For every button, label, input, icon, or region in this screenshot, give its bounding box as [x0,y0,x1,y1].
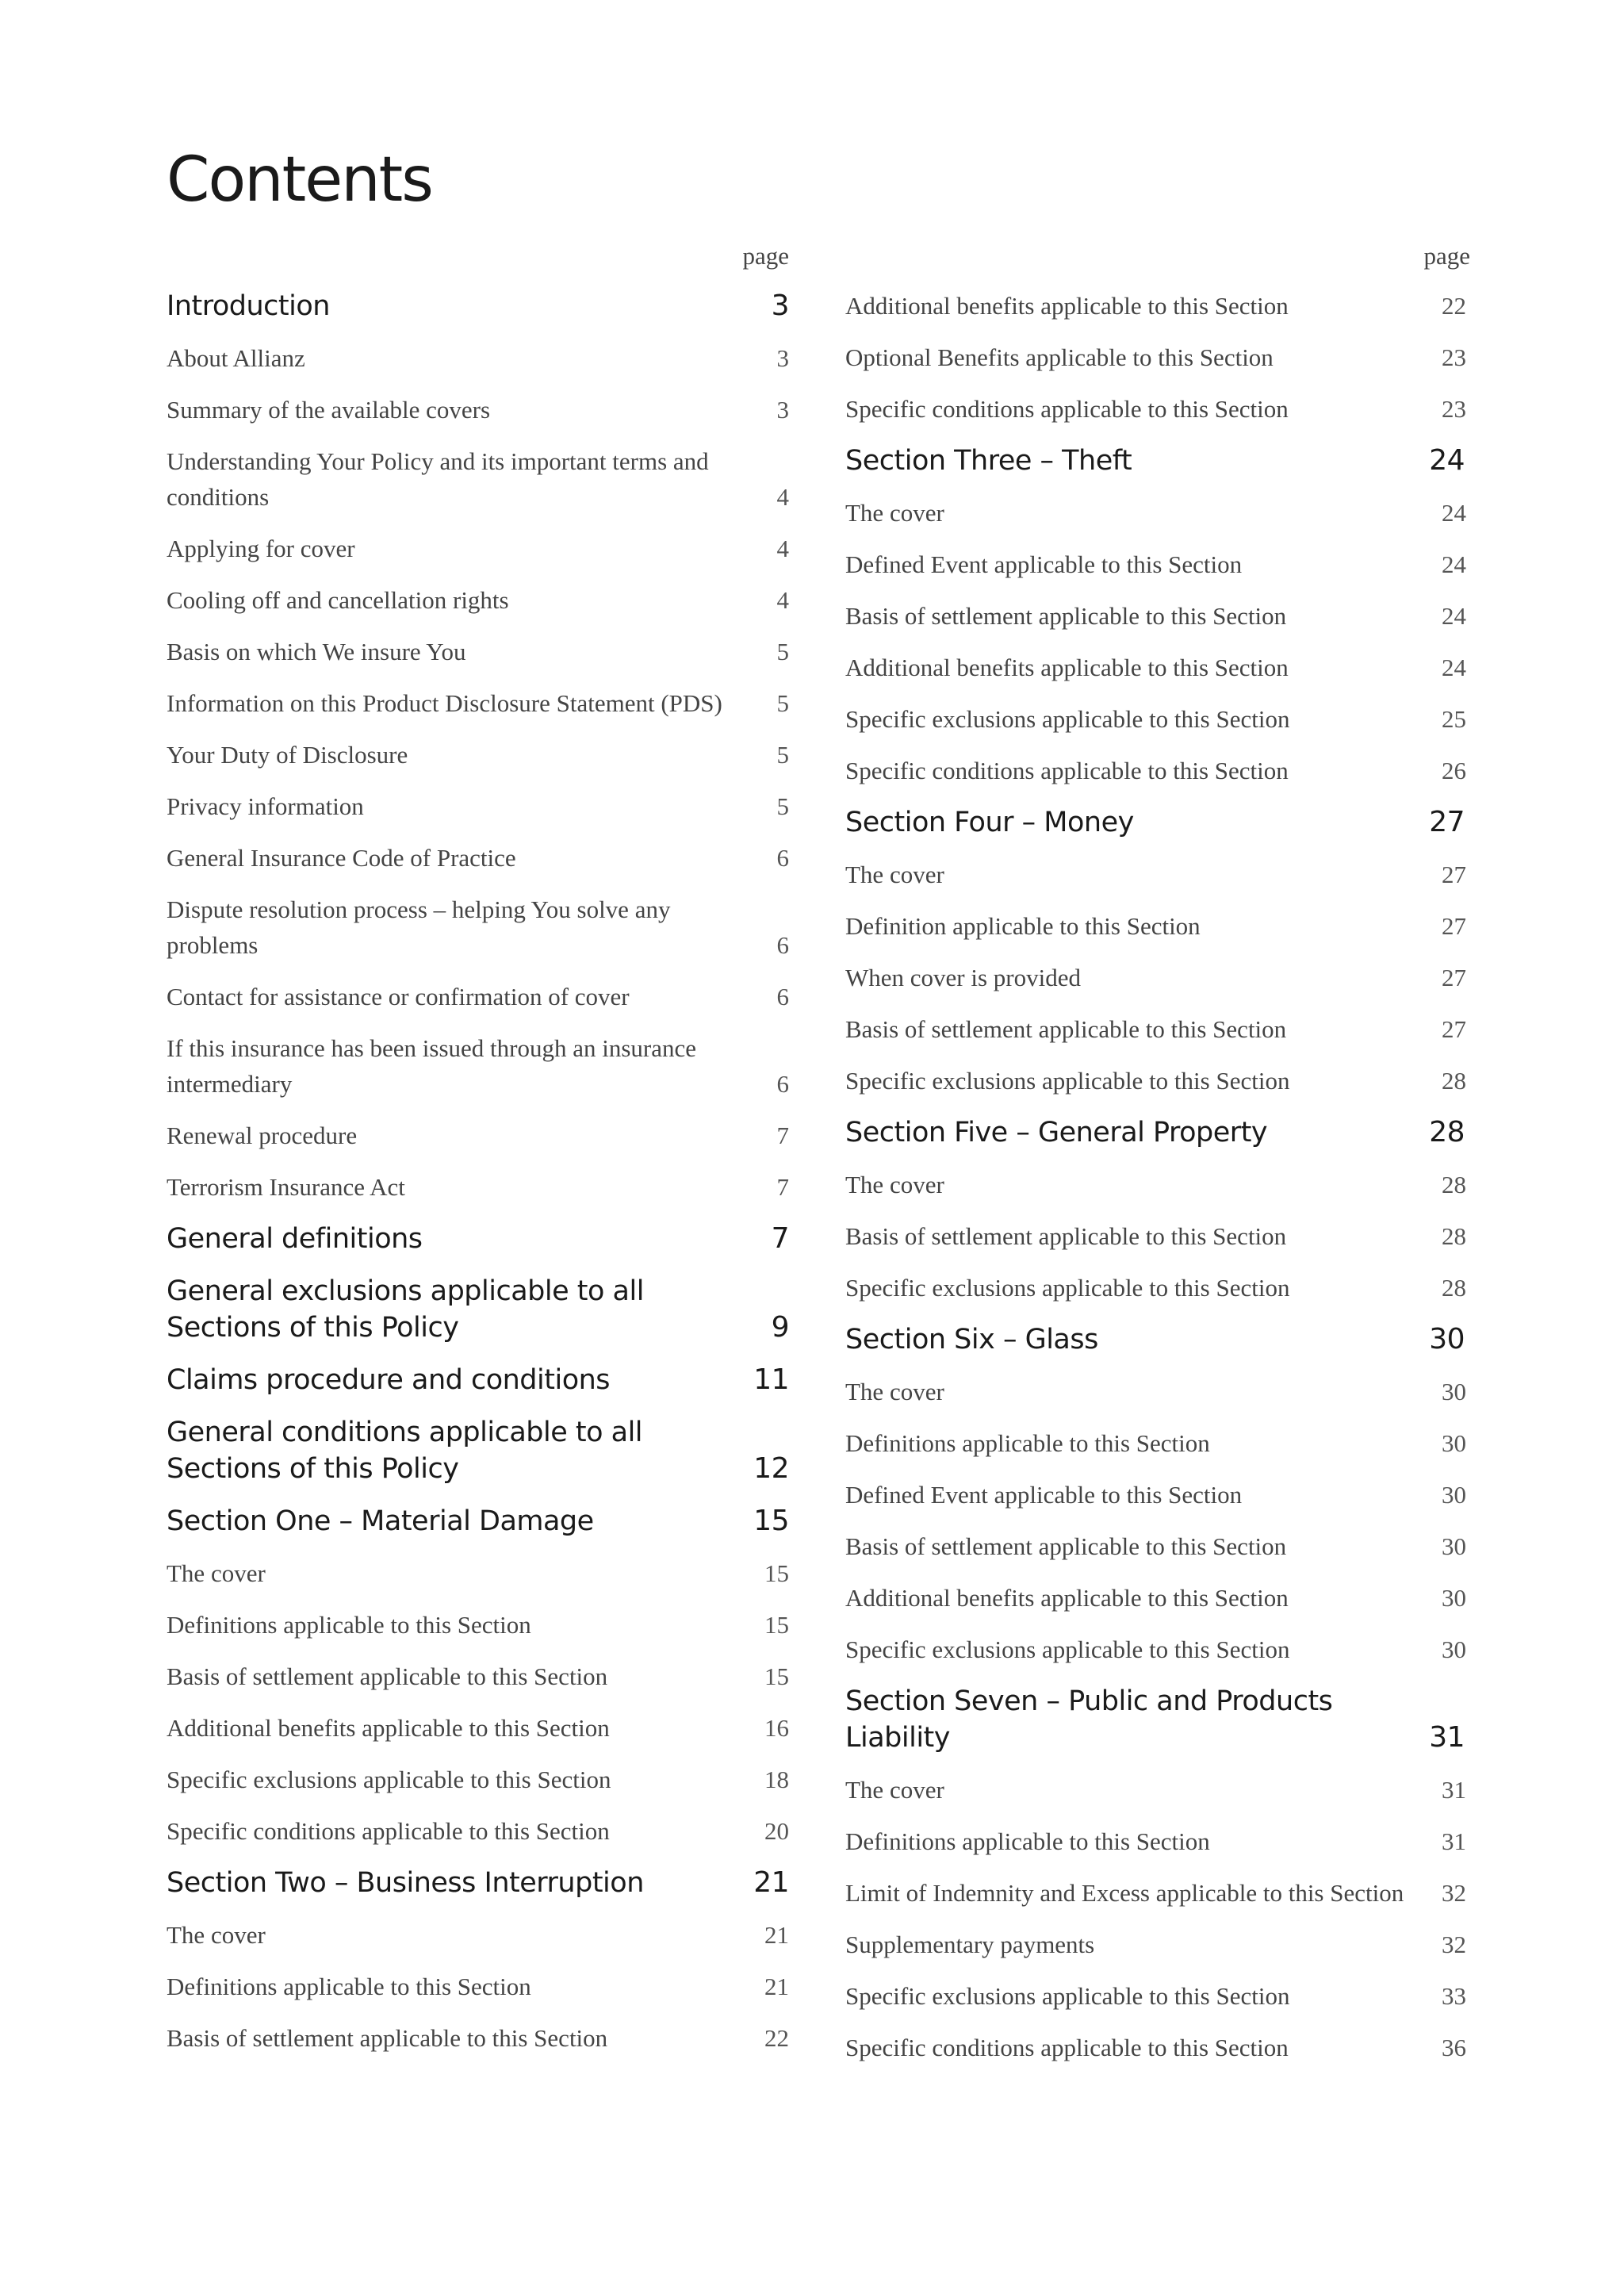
toc-entry-title: Definition applicable to this Section [845,912,1201,940]
toc-entry-title: The cover [845,499,944,527]
toc-heading-entry[interactable] [167,1362,789,1398]
toc-entry-page: 32 [1442,1931,1466,1958]
toc-entry-page: 5 [776,689,789,717]
toc-entry-title: The cover [167,1559,266,1587]
toc-heading-entry[interactable] [845,443,1466,479]
toc-entry[interactable] [845,753,1466,788]
toc-entry-page: 28 [1442,1222,1466,1250]
toc-entry-title: General conditions applicable to all Sections of this Policy [167,1417,643,1485]
toc-entry-title: Dispute resolution process – helping You solve any problems [167,895,671,959]
toc-entry-page: 28 [1442,1067,1466,1095]
toc-entry[interactable] [845,495,1466,531]
toc-entry-title: Basis of settlement applicable to this Section [845,602,1287,630]
toc-entry[interactable] [845,1063,1466,1099]
toc-heading-entry[interactable] [845,804,1466,841]
toc-entry-title: General exclusions applicable to all Sections of this Policy [167,1275,644,1344]
toc-entry-title: Supplementary payments [845,1931,1095,1958]
toc-entry-title: Basis of settlement applicable to this Section [845,1015,1287,1043]
toc-entry[interactable] [167,1169,789,1205]
toc-entry-page: 15 [764,1611,789,1639]
toc-entry-title: Section Seven – Public and Products Liability [845,1685,1333,1754]
toc-entry-title: Definitions applicable to this Section [167,1973,531,2000]
toc-entry-title: Basis on which We insure You [167,638,466,665]
toc-entry[interactable] [167,1917,789,1953]
toc-entry-title: Specific conditions applicable to this Section [167,1817,610,1845]
toc-entry[interactable] [167,1969,789,2004]
toc-entry-title: Basis of settlement applicable to this Section [167,1662,608,1690]
toc-entry[interactable] [167,1813,789,1849]
toc-entry-page: 9 [771,1311,789,1344]
toc-entry[interactable] [167,1607,789,1643]
toc-entry-page: 28 [1442,1171,1466,1198]
toc-entry-title: Your Duty of Disclosure [167,741,408,769]
toc-entry-page: 4 [776,483,789,511]
toc-entry-page: 30 [1442,1481,1466,1509]
toc-entry[interactable] [845,1167,1466,1202]
toc-entry-title: Definitions applicable to this Section [845,1827,1210,1855]
toc-entry[interactable] [167,1555,789,1591]
toc-entry-title: Basis of settlement applicable to this Section [167,2024,608,2052]
toc-entry-page: 15 [764,1662,789,1690]
toc-heading-entry[interactable] [845,1114,1466,1151]
toc-entry-title: Additional benefits applicable to this Section [845,654,1289,681]
toc-entry-page: 24 [1442,654,1466,681]
toc-entry-page: 15 [764,1559,789,1587]
toc-entry-page: 22 [764,2024,789,2052]
toc-entry[interactable] [167,443,789,515]
toc-entry-title: About Allianz [167,344,305,372]
toc-entry-title: Optional Benefits applicable to this Section [845,343,1274,371]
toc-entry[interactable] [845,908,1466,944]
toc-entry[interactable] [167,1710,789,1746]
toc-entry-page: 3 [771,290,789,322]
toc-heading-entry[interactable] [167,1865,789,1901]
toc-entry-page: 21 [753,1866,789,1899]
toc-heading-entry[interactable] [167,1414,789,1487]
toc-entry-title: Specific exclusions applicable to this Section [167,1766,611,1793]
toc-entry-page: 27 [1442,964,1466,991]
toc-entry[interactable] [845,339,1466,375]
toc-entry[interactable] [167,685,789,721]
toc-entry-page: 31 [1442,1827,1466,1855]
toc-entry-page: 3 [776,396,789,424]
toc-entry-title: Defined Event applicable to this Section [845,1481,1243,1509]
toc-entry-page: 24 [1429,444,1465,477]
toc-entry-title: General Insurance Code of Practice [167,844,516,872]
toc-entry-title: Information on this Product Disclosure Statement (PDS) [167,689,722,717]
toc-entry[interactable] [845,1425,1466,1461]
toc-entry[interactable] [167,892,789,963]
toc-entry-title: Applying for cover [167,535,355,562]
toc-entry-page: 7 [776,1122,789,1149]
toc-entry-page: 20 [764,1817,789,1845]
toc-entry-page: 28 [1429,1116,1465,1148]
toc-entry[interactable] [845,1580,1466,1616]
toc-entry-page: 11 [753,1363,789,1396]
toc-entry[interactable] [167,979,789,1014]
toc-entry-title: Additional benefits applicable to this Section [845,1584,1289,1612]
toc-entry-title: Introduction [167,290,330,322]
toc-entry-title: Specific conditions applicable to this Section [845,757,1289,784]
toc-entry[interactable] [845,650,1466,685]
toc-entry[interactable] [845,1270,1466,1306]
toc-entry-title: Basis of settlement applicable to this Section [845,1532,1287,1560]
toc-entry[interactable] [167,582,789,618]
toc-entry-page: 33 [1442,1982,1466,2010]
toc-entry[interactable] [167,788,789,824]
toc-entry[interactable] [845,288,1466,324]
toc-entry-title: Specific conditions applicable to this Section [845,2034,1289,2061]
toc-entry-page: 31 [1429,1721,1465,1754]
toc-entry-page: 21 [764,1921,789,1949]
toc-entry-page: 25 [1442,705,1466,733]
toc-entry-page: 6 [776,1070,789,1098]
toc-entry-title: Specific exclusions applicable to this Section [845,1982,1290,2010]
toc-entry-title: When cover is provided [845,964,1081,991]
toc-entry[interactable] [167,737,789,773]
toc-heading-entry[interactable] [167,288,789,324]
toc-entry-title: Summary of the available covers [167,396,491,424]
toc-entry-page: 3 [776,344,789,372]
toc-entry-title: Limit of Indemnity and Excess applicable to this Section [845,1879,1404,1907]
toc-entry-page: 30 [1442,1635,1466,1663]
toc-entry-page: 24 [1442,499,1466,527]
toc-entry[interactable] [167,1030,789,1102]
toc-entry-page: 16 [764,1714,789,1742]
toc-entry-title: The cover [167,1921,266,1949]
toc-entry-page: 24 [1442,602,1466,630]
toc-entry-page: 21 [764,1973,789,2000]
toc-entry-title: General definitions [167,1223,423,1255]
toc-entry-page: 5 [776,741,789,769]
page-column-label: page [742,242,789,270]
toc-entry[interactable] [845,857,1466,892]
toc-entry-page: 6 [776,931,789,959]
toc-heading-entry[interactable] [167,1221,789,1257]
toc-entry-page: 4 [776,586,789,614]
toc-entry[interactable] [845,1374,1466,1409]
page-column-label: page [1423,242,1470,270]
toc-entry-title: Definitions applicable to this Section [167,1611,531,1639]
toc-entry-page: 15 [753,1505,789,1537]
toc-entry[interactable] [845,1011,1466,1047]
toc-entry-page: 23 [1442,343,1466,371]
toc-entry-title: Specific exclusions applicable to this Section [845,705,1290,733]
toc-entry-page: 31 [1442,1776,1466,1804]
toc-list-right [845,288,1466,2081]
toc-entry[interactable] [845,1927,1466,1962]
toc-entry[interactable] [167,1118,789,1153]
toc-entry-title: Section Three – Theft [845,445,1132,477]
toc-heading-entry[interactable] [167,1503,789,1540]
toc-entry-title: Additional benefits applicable to this Section [845,292,1289,320]
toc-entry-title: Cooling off and cancellation rights [167,586,509,614]
toc-entry-title: Defined Event applicable to this Section [845,550,1243,578]
toc-entry[interactable] [845,1823,1466,1859]
toc-entry-title: Specific exclusions applicable to this Section [845,1067,1290,1095]
toc-heading-entry[interactable] [845,1683,1466,1756]
toc-entry[interactable] [845,1528,1466,1564]
toc-entry-page: 4 [776,535,789,562]
toc-entry-title: Privacy information [167,792,364,820]
toc-entry-page: 36 [1442,2034,1466,2061]
toc-entry[interactable] [845,701,1466,737]
toc-entry[interactable] [167,340,789,376]
toc-entry-page: 30 [1442,1378,1466,1405]
toc-entry-page: 28 [1442,1274,1466,1302]
toc-entry-title: Renewal procedure [167,1122,358,1149]
toc-entry-title: Section Four – Money [845,807,1134,838]
toc-entry-title: Section Five – General Property [845,1117,1268,1148]
toc-entry-title: The cover [845,1776,944,1804]
toc-entry[interactable] [845,960,1466,995]
toc-entry[interactable] [167,392,789,428]
page-title: Contents [167,144,432,216]
toc-entry[interactable] [167,2020,789,2056]
toc-entry[interactable] [845,391,1466,427]
toc-entry-page: 30 [1442,1429,1466,1457]
toc-entry[interactable] [845,1632,1466,1667]
toc-heading-entry[interactable] [845,1321,1466,1358]
toc-entry-title: Section One – Material Damage [167,1505,594,1537]
toc-entry-page: 26 [1442,757,1466,784]
toc-entry[interactable] [167,634,789,669]
toc-entry-page: 6 [776,983,789,1010]
toc-heading-entry[interactable] [167,1273,789,1346]
toc-entry-title: Specific conditions applicable to this Section [845,395,1289,423]
toc-entry[interactable] [845,1477,1466,1513]
toc-entry[interactable] [845,1978,1466,2014]
toc-entry-title: Claims procedure and conditions [167,1364,611,1396]
toc-entry[interactable] [845,546,1466,582]
toc-entry-page: 27 [1442,912,1466,940]
toc-entry-page: 5 [776,792,789,820]
toc-entry-page: 27 [1442,1015,1466,1043]
toc-entry-title: Section Two – Business Interruption [167,1867,644,1899]
toc-entry-page: 6 [776,844,789,872]
toc-entry-title: If this insurance has been issued through an insurance intermediary [167,1034,697,1098]
toc-entry-title: Specific exclusions applicable to this Section [845,1635,1290,1663]
toc-entry-page: 23 [1442,395,1466,423]
toc-entry-page: 32 [1442,1879,1466,1907]
toc-entry-page: 30 [1442,1584,1466,1612]
toc-entry-page: 18 [764,1766,789,1793]
toc-entry-title: The cover [845,1378,944,1405]
toc-entry[interactable] [167,1658,789,1694]
toc-list-left [167,288,789,2072]
toc-entry-title: The cover [845,861,944,888]
toc-entry-page: 12 [753,1452,789,1485]
toc-entry-page: 30 [1442,1532,1466,1560]
toc-entry-page: 5 [776,638,789,665]
toc-entry[interactable] [167,531,789,566]
toc-entry-title: Section Six – Glass [845,1324,1098,1355]
toc-entry-title: Additional benefits applicable to this Section [167,1714,610,1742]
toc-entry[interactable] [845,1218,1466,1254]
toc-entry[interactable] [845,2030,1466,2065]
toc-entry-title: Contact for assistance or confirmation of cover [167,983,630,1010]
toc-entry-page: 27 [1442,861,1466,888]
toc-entry[interactable] [845,598,1466,634]
toc-entry[interactable] [845,1875,1466,1911]
toc-entry-page: 7 [776,1173,789,1201]
toc-entry[interactable] [845,1772,1466,1808]
toc-entry-title: Definitions applicable to this Section [845,1429,1210,1457]
toc-entry-page: 30 [1429,1323,1465,1355]
toc-entry-title: Understanding Your Policy and its important terms and conditions [167,447,709,511]
toc-entry[interactable] [167,840,789,876]
toc-entry-page: 7 [771,1222,789,1255]
toc-entry-title: The cover [845,1171,944,1198]
toc-entry-title: Specific exclusions applicable to this Section [845,1274,1290,1302]
toc-entry-page: 22 [1442,292,1466,320]
toc-entry-page: 27 [1429,806,1465,838]
toc-entry-title: Terrorism Insurance Act [167,1173,405,1201]
toc-entry-page: 24 [1442,550,1466,578]
toc-entry[interactable] [167,1762,789,1797]
toc-entry-title: Basis of settlement applicable to this Section [845,1222,1287,1250]
